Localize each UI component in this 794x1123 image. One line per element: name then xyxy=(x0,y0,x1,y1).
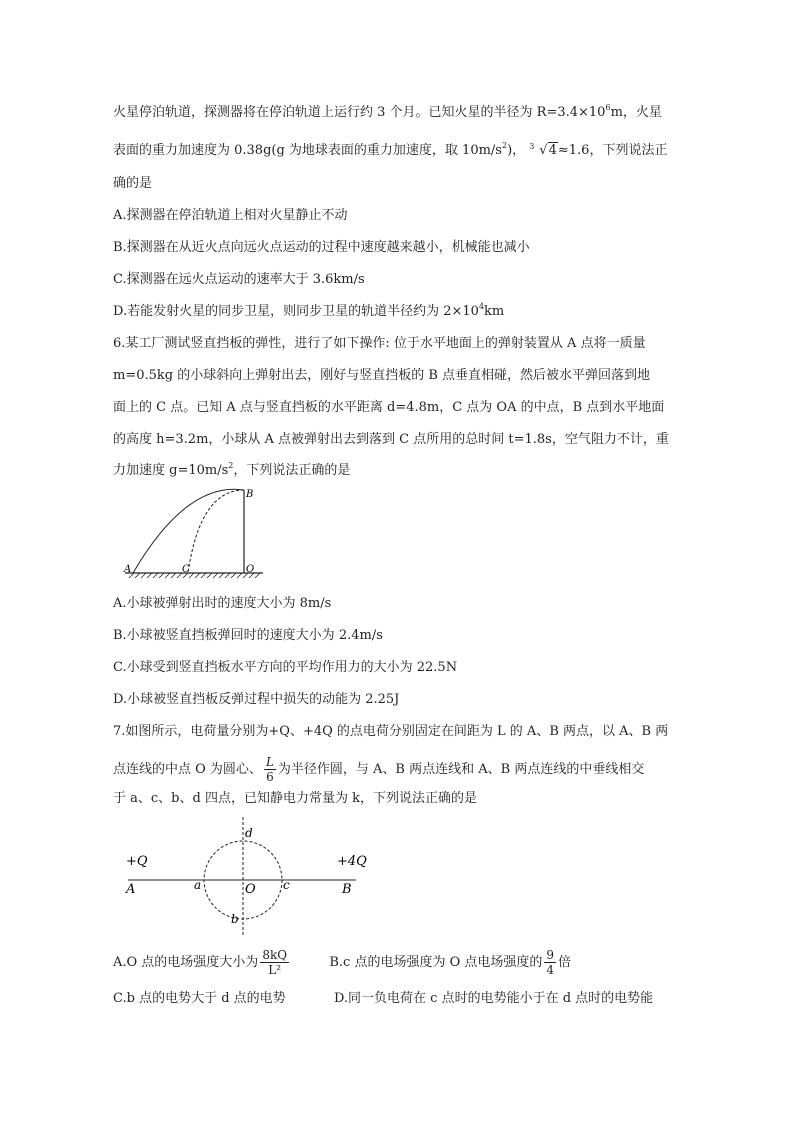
numerator: L xyxy=(265,755,274,769)
denominator: 6 xyxy=(266,770,274,784)
q6-option-d: D.小球被竖直挡板反弹过程中损失的动能为 2.25J xyxy=(113,692,400,707)
numerator: 9 xyxy=(546,948,555,962)
q5-stem-line-3: 确的是 xyxy=(113,176,153,191)
q7-stem-line-2 xyxy=(113,755,644,784)
label-b-small: b xyxy=(231,912,239,926)
q7-option-row-cd xyxy=(113,989,653,1009)
q6-figure xyxy=(115,482,275,582)
label-c-small: c xyxy=(283,878,290,892)
denominator: 4 xyxy=(546,963,555,977)
rebound-trajectory xyxy=(188,490,244,573)
text: 表面的重力加速度为 0.38g(g 为地球表面的重力加速度，取 10m/s xyxy=(113,143,502,158)
q6-stem-line-5 xyxy=(113,461,350,481)
fraction-l-over-6 xyxy=(264,755,276,784)
q7-stem-line-1: 7.如图所示，电荷量分别为+Q、+4Q 的点电荷分别固定在间距为 L 的 A、B 两点，以 A、B 两 xyxy=(113,724,669,739)
q6-option-b: B.小球被竖直挡板弹回时的速度大小为 2.4m/s xyxy=(113,628,383,643)
q7-option-row-ab xyxy=(113,948,571,977)
radicand: 4 xyxy=(548,143,557,158)
exponent: 2 xyxy=(501,141,508,150)
launch-trajectory xyxy=(133,489,244,573)
text: km xyxy=(484,304,505,319)
q6-stem-line-2: m=0.5kg 的小球斜向上弹射出去，刚好与竖直挡板的 B 点垂直相碰，然后被水平弹回落到地 xyxy=(113,368,651,383)
q5-option-b: B.探测器在从近火点向远火点运动的过程中速度越来越小，机械能也减小 xyxy=(113,240,530,255)
ground-hatching xyxy=(129,573,260,578)
label-b-point: B xyxy=(342,882,352,897)
q6-stem-line-1: 6.某工厂测试竖直挡板的弹性，进行了如下操作: 位于水平地面上的弹射装置从 A 点将一质量 xyxy=(113,336,646,351)
fraction-9-over-4 xyxy=(544,948,556,977)
fraction-8kq-over-l2 xyxy=(260,948,289,977)
exponent: 2 xyxy=(228,461,234,470)
q5-option-a: A.探测器在停泊轨道上相对火星静止不动 xyxy=(113,208,348,223)
cube-root xyxy=(529,141,558,161)
text: ≈1.6，下列说法正 xyxy=(557,143,668,158)
text: 为半径作圆，与 A、B 两点连线和 A、B 两点连线的中垂线相交 xyxy=(277,762,645,777)
text: 点连线的中点 O 为圆心、 xyxy=(113,762,262,777)
q5-option-d xyxy=(113,302,504,322)
q6-option-a: A.小球被弹射出时的速度大小为 8m/s xyxy=(113,596,332,611)
text: D.若能发射火星的同步卫星，则同步卫星的轨道半径约为 2×10 xyxy=(113,304,479,319)
text: 力加速度 g=10m/s xyxy=(113,463,229,478)
q7-option-b xyxy=(329,948,572,977)
denominator: L² xyxy=(268,963,282,977)
q6-option-c: C.小球受到竖直挡板水平方向的平均作用力的大小为 22.5N xyxy=(113,660,458,675)
label-d-small: d xyxy=(245,826,253,840)
text: 火星停泊轨道，探测器将在停泊轨道上运行约 3 个月。已知火星的半径为 R=3.4×10 xyxy=(113,105,606,120)
label-a-point: A xyxy=(126,882,136,897)
exponent: 4 xyxy=(478,302,485,311)
numerator: 8kQ xyxy=(262,948,288,962)
label-c: C xyxy=(182,564,190,575)
label-o: O xyxy=(246,564,255,575)
text: ，下列说法正确的是 xyxy=(233,463,351,478)
q6-stem-line-4: 的高度 h=3.2m，小球从 A 点被弹射出去到落到 C 点所用的总时间 t=1.8s，空气阻力不计，重 xyxy=(113,432,669,447)
exponent: 6 xyxy=(605,103,611,112)
q7-option-c: C.b 点的电势大于 d 点的电势 xyxy=(113,991,286,1006)
text: 倍 xyxy=(558,955,572,970)
text: )， xyxy=(507,143,526,158)
q5-stem-line-1 xyxy=(113,103,662,123)
label-o-center: O xyxy=(245,882,256,897)
q7-stem-line-3: 于 a、c、b、d 四点，已知静电力常量为 k，下列说法正确的是 xyxy=(113,791,477,806)
root-index: 3 xyxy=(529,142,535,151)
q5-option-c: C.探测器在远火点运动的速率大于 3.6km/s xyxy=(113,272,365,287)
label-b: B xyxy=(246,489,254,500)
text: B.c 点的电场强度为 O 点电场强度的 xyxy=(329,955,543,970)
q7-option-d: D.同一负电荷在 c 点时的电势能小于在 d 点时的电势能 xyxy=(333,991,654,1006)
q7-option-a xyxy=(113,948,291,977)
label-a: A xyxy=(124,564,132,575)
label-a-small: a xyxy=(194,878,202,892)
text: m，火星 xyxy=(610,105,662,120)
q6-stem-line-3: 面上的 C 点。已知 A 点与竖直挡板的水平距离 d=4.8m，C 点为 OA 的中点，B 点到水平地面 xyxy=(113,400,665,415)
label-plus-4q: +4Q xyxy=(337,854,367,869)
radical-icon: √ xyxy=(539,143,548,158)
text: A.O 点的电场强度大小为 xyxy=(113,955,259,970)
label-plus-q: +Q xyxy=(126,854,148,869)
q7-figure xyxy=(118,815,378,939)
q5-stem-line-2 xyxy=(113,141,667,161)
